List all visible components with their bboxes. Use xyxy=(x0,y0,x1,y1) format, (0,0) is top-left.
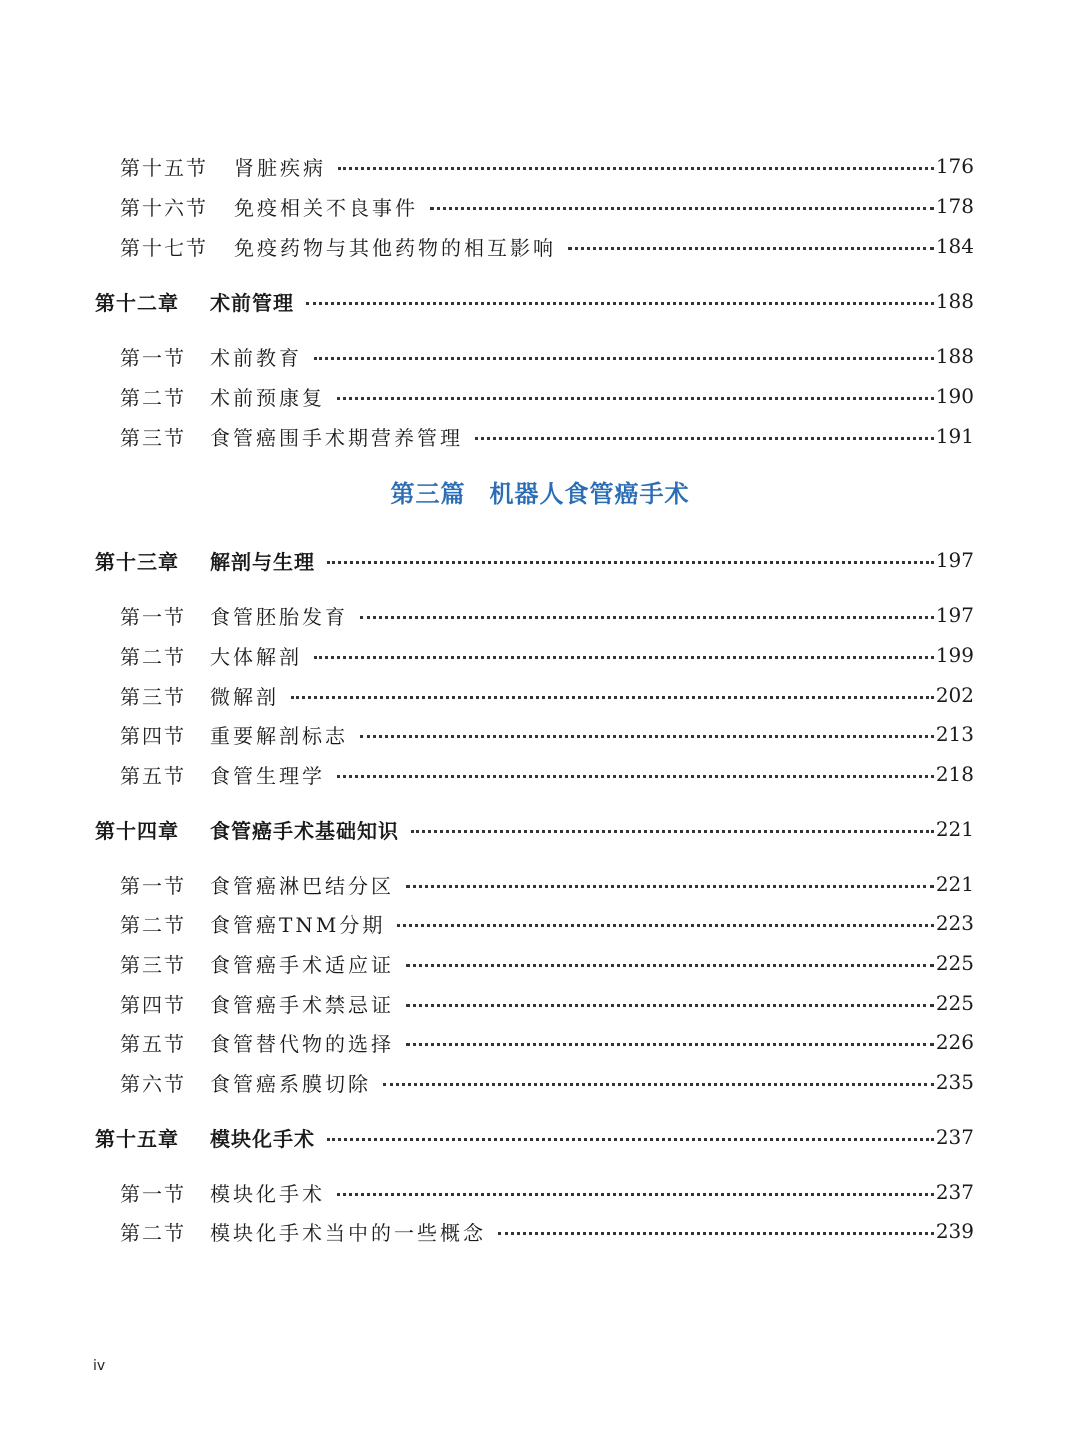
dot-leader xyxy=(406,1004,934,1007)
section-title: 食管胚胎发育 xyxy=(210,604,348,629)
dot-leader xyxy=(337,775,934,778)
section-number: 第五节 xyxy=(120,763,186,788)
dot-leader xyxy=(406,885,934,888)
section-title: 大体解剖 xyxy=(210,644,302,669)
page-number: 213 xyxy=(935,722,974,746)
page-number: 225 xyxy=(935,991,974,1015)
section-title: 微解剖 xyxy=(210,684,279,709)
section-title: 免疫药物与其他药物的相互影响 xyxy=(234,235,556,260)
page-number: 202 xyxy=(935,683,974,707)
section-number: 第二节 xyxy=(120,385,186,410)
toc-chapter-entry[interactable] xyxy=(0,813,1080,845)
toc-entry[interactable] xyxy=(0,758,1080,790)
toc-entry[interactable] xyxy=(0,1066,1080,1098)
dot-leader xyxy=(338,167,934,170)
section-number: 第六节 xyxy=(120,1071,186,1096)
dot-leader xyxy=(430,207,934,210)
toc-entry[interactable] xyxy=(0,639,1080,671)
section-title: 食管癌手术禁忌证 xyxy=(210,992,394,1017)
page-number: 239 xyxy=(935,1219,974,1243)
page-number: 218 xyxy=(935,762,974,786)
page-number: 223 xyxy=(935,911,974,935)
chapter-number: 第十四章 xyxy=(95,818,179,843)
section-title: 食管癌手术适应证 xyxy=(210,952,394,977)
page-number: 188 xyxy=(935,289,974,313)
page-number: 221 xyxy=(935,817,974,841)
chapter-title: 解剖与生理 xyxy=(210,549,315,574)
dot-leader xyxy=(411,830,934,833)
chapter-number: 第十二章 xyxy=(95,290,179,315)
page-number: 199 xyxy=(935,643,974,667)
page-number: 226 xyxy=(935,1030,974,1054)
page-number: 197 xyxy=(935,603,974,627)
dot-leader xyxy=(475,437,934,440)
part-number: 第三篇 xyxy=(390,479,466,508)
section-title: 模块化手术 xyxy=(210,1181,325,1206)
dot-leader xyxy=(498,1232,934,1235)
page-number: 191 xyxy=(935,424,974,448)
toc-entry[interactable] xyxy=(0,987,1080,1019)
page-number: 237 xyxy=(935,1125,974,1149)
section-number: 第一节 xyxy=(120,1181,186,1206)
section-title: 术前预康复 xyxy=(210,385,325,410)
toc-entry[interactable] xyxy=(0,1176,1080,1208)
section-title: 术前教育 xyxy=(210,345,302,370)
dot-leader xyxy=(314,656,934,659)
section-number: 第三节 xyxy=(120,684,186,709)
page-number: 225 xyxy=(935,951,974,975)
toc-entry[interactable] xyxy=(0,907,1080,939)
toc-entry[interactable] xyxy=(0,947,1080,979)
dot-leader xyxy=(327,561,934,564)
section-number: 第一节 xyxy=(120,345,186,370)
section-number: 第二节 xyxy=(120,912,186,937)
page-number: 188 xyxy=(935,344,974,368)
page-number: 184 xyxy=(935,234,974,258)
part-title: 机器人食管癌手术 xyxy=(489,479,690,508)
toc-entry[interactable] xyxy=(0,150,1080,182)
section-number: 第三节 xyxy=(120,952,186,977)
section-number: 第四节 xyxy=(120,992,186,1017)
chapter-number: 第十三章 xyxy=(95,549,179,574)
dot-leader xyxy=(406,1043,934,1046)
part-heading xyxy=(0,474,1080,508)
section-title: 食管替代物的选择 xyxy=(210,1031,394,1056)
dot-leader xyxy=(337,397,934,400)
section-title: 模块化手术当中的一些概念 xyxy=(210,1220,486,1245)
toc-entry[interactable] xyxy=(0,190,1080,222)
toc-entry[interactable] xyxy=(0,380,1080,412)
section-number: 第十七节 xyxy=(120,235,208,260)
section-title: 食管癌TNM分期 xyxy=(210,912,386,937)
section-number: 第十六节 xyxy=(120,195,208,220)
section-number: 第一节 xyxy=(120,604,186,629)
toc-entry[interactable] xyxy=(0,599,1080,631)
toc-entry[interactable] xyxy=(0,420,1080,452)
dot-leader xyxy=(291,696,934,699)
toc-chapter-entry[interactable] xyxy=(0,285,1080,317)
page-number: 190 xyxy=(935,384,974,408)
section-number: 第三节 xyxy=(120,425,186,450)
section-title: 免疫相关不良事件 xyxy=(234,195,418,220)
page-number: 221 xyxy=(935,872,974,896)
section-number: 第一节 xyxy=(120,873,186,898)
chapter-title: 术前管理 xyxy=(210,290,294,315)
chapter-title: 食管癌手术基础知识 xyxy=(210,818,399,843)
section-title: 食管癌围手术期营养管理 xyxy=(210,425,463,450)
page-number: 197 xyxy=(935,548,974,572)
page-folio: iv xyxy=(93,1358,106,1374)
toc-entry[interactable] xyxy=(0,340,1080,372)
toc-chapter-entry[interactable] xyxy=(0,544,1080,576)
dot-leader xyxy=(568,247,934,250)
page-number: 235 xyxy=(935,1070,974,1094)
chapter-title: 模块化手术 xyxy=(210,1126,315,1151)
toc-entry[interactable] xyxy=(0,868,1080,900)
dot-leader xyxy=(337,1193,934,1196)
toc-entry[interactable] xyxy=(0,718,1080,750)
section-number: 第四节 xyxy=(120,723,186,748)
section-number: 第十五节 xyxy=(120,155,208,180)
section-title: 食管癌淋巴结分区 xyxy=(210,873,394,898)
toc-chapter-entry[interactable] xyxy=(0,1121,1080,1153)
dot-leader xyxy=(360,616,934,619)
section-title: 肾脏疾病 xyxy=(234,155,326,180)
section-number: 第二节 xyxy=(120,644,186,669)
toc-entry[interactable] xyxy=(0,1026,1080,1058)
dot-leader xyxy=(306,302,934,305)
dot-leader xyxy=(314,357,934,360)
section-title: 食管癌系膜切除 xyxy=(210,1071,371,1096)
toc-entry[interactable] xyxy=(0,1215,1080,1247)
section-title: 重要解剖标志 xyxy=(210,723,348,748)
section-title: 食管生理学 xyxy=(210,763,325,788)
toc-entry[interactable] xyxy=(0,679,1080,711)
dot-leader xyxy=(360,735,934,738)
dot-leader xyxy=(327,1138,934,1141)
chapter-number: 第十五章 xyxy=(95,1126,179,1151)
page-number: 237 xyxy=(935,1180,974,1204)
page-number: 176 xyxy=(935,154,974,178)
toc-entry[interactable] xyxy=(0,230,1080,262)
page-number: 178 xyxy=(935,194,974,218)
dot-leader xyxy=(406,964,934,967)
dot-leader xyxy=(397,924,933,927)
section-number: 第五节 xyxy=(120,1031,186,1056)
section-number: 第二节 xyxy=(120,1220,186,1245)
dot-leader xyxy=(383,1083,934,1086)
